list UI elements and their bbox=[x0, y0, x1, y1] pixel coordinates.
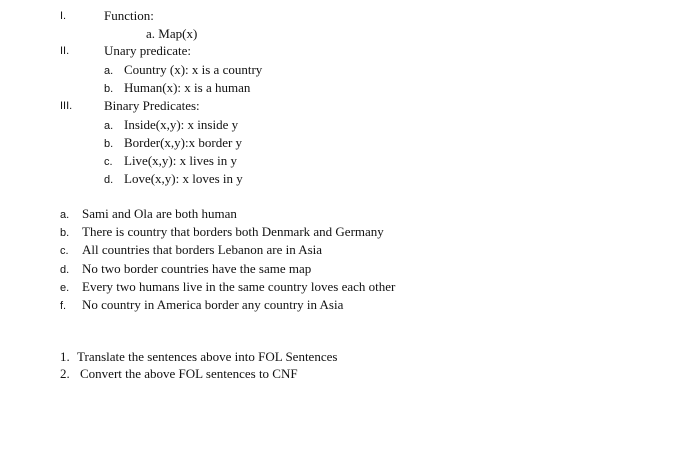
item-text: Live(x,y): x lives in y bbox=[124, 153, 238, 168]
binary-item-b bbox=[104, 135, 242, 152]
binary-item-d bbox=[104, 171, 243, 188]
sentence-c bbox=[60, 242, 322, 259]
section-title-function: Function: bbox=[104, 8, 154, 23]
sentence-text: No two border countries have the same map bbox=[82, 261, 312, 276]
item-text: Country (x): x is a country bbox=[124, 62, 263, 77]
sentence-marker: c. bbox=[60, 245, 69, 257]
sentence-text: There is country that borders both Denmark and Germany bbox=[82, 224, 384, 239]
item-text: Human(x): x is a human bbox=[124, 80, 251, 95]
sentence-text: All countries that borders Lebanon are in Asia bbox=[82, 242, 323, 257]
sentence-text: Every two humans live in the same country loves each other bbox=[82, 279, 396, 294]
item-marker: b. bbox=[104, 83, 114, 95]
sentence-marker: a. bbox=[60, 209, 70, 221]
binary-item-a bbox=[104, 117, 238, 134]
sentence-text: Sami and Ola are both human bbox=[82, 206, 237, 221]
section-title-unary: Unary predicate: bbox=[104, 43, 191, 58]
function-item-a bbox=[146, 26, 197, 42]
item-text: Love(x,y): x loves in y bbox=[124, 171, 243, 186]
task-text: Convert the above FOL sentences to CNF bbox=[80, 366, 298, 381]
sentence-d bbox=[60, 261, 311, 278]
section-title-binary: Binary Predicates: bbox=[104, 98, 200, 113]
sentence-f bbox=[60, 297, 343, 314]
item-marker: a. bbox=[104, 65, 114, 77]
unary-item-b bbox=[104, 80, 250, 97]
sentence-text: No country in America border any country in Asia bbox=[82, 297, 344, 312]
item-text: Border(x,y):x border y bbox=[124, 135, 243, 150]
item-marker: a. bbox=[146, 26, 156, 41]
item-marker: a. bbox=[104, 120, 114, 132]
task-text: Translate the sentences above into FOL Sentences bbox=[77, 349, 338, 364]
task-2 bbox=[60, 366, 298, 382]
sentence-marker: f. bbox=[60, 300, 67, 312]
sentence-marker: b. bbox=[60, 227, 70, 239]
sentence-e bbox=[60, 279, 395, 296]
numeral-iii: III. bbox=[60, 100, 73, 112]
sentence-b bbox=[60, 224, 384, 241]
item-marker: c. bbox=[104, 156, 113, 168]
numeral-i: I. bbox=[60, 10, 67, 22]
numeral-ii: II. bbox=[60, 45, 70, 57]
task-marker: 1. bbox=[60, 349, 70, 364]
item-marker: b. bbox=[104, 138, 114, 150]
item-marker: d. bbox=[104, 174, 114, 186]
unary-item-a bbox=[104, 62, 262, 79]
item-text: Map(x) bbox=[158, 26, 198, 41]
item-text: Inside(x,y): x inside y bbox=[124, 117, 239, 132]
task-1 bbox=[60, 349, 337, 365]
sentence-marker: d. bbox=[60, 264, 70, 276]
sentence-a bbox=[60, 206, 237, 223]
sentence-marker: e. bbox=[60, 282, 70, 294]
binary-item-c bbox=[104, 153, 237, 170]
task-marker: 2. bbox=[60, 366, 70, 381]
